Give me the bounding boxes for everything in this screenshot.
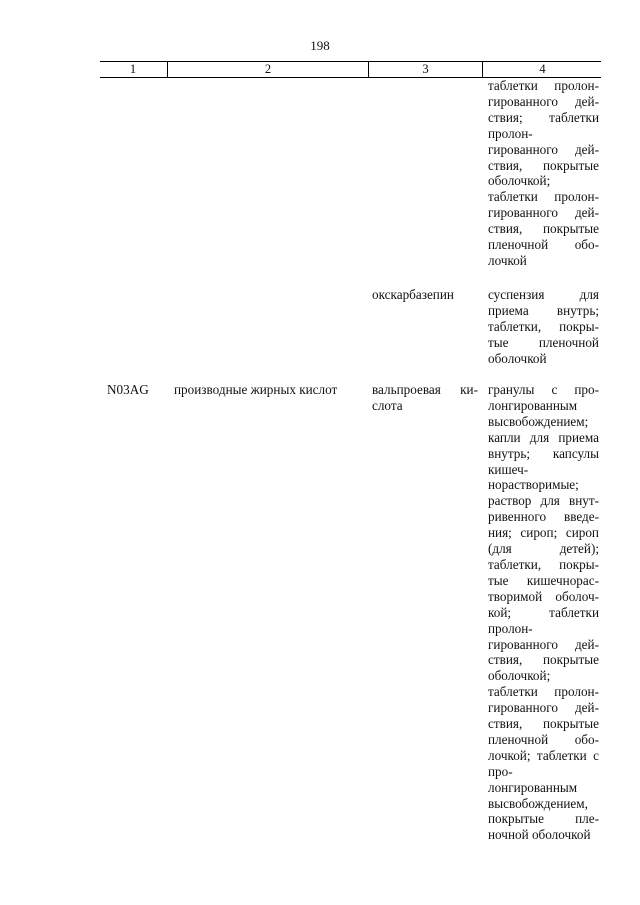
- page-number: 198: [310, 38, 330, 53]
- header-col-1: 1: [129, 62, 137, 76]
- dosage-forms-valproic-acid: гранулы с про-лонгированным высвобождением; капли для приема внутрь; капсулы кишеч-норастворимые; раствор для внут-ривенного введе-ния; сироп; сироп (для детей); таблетки, покры-тые кишечнорас-творимой оболоч-кой; таблетки пролон-гированного дей-ствия, покрытые оболочкой; таблетки пролон-гированного дей-ствия, покрытые пленочной обо-лочкой; таблетки с про-лонгированным высвобождением, покрытые пле-ночной оболочкой: [488, 382, 599, 843]
- atc-code-n03ag: N03AG: [107, 382, 149, 397]
- header-col-2: 2: [167, 62, 368, 77]
- dosage-forms-continued: таблетки пролон-гированного дей-ствия; таблетки пролон-гированного дей-ствия, покрытые оболочкой; таблетки пролон-гированного дей-ствия, покрытые пленочной обо-лочкой: [488, 78, 599, 268]
- header-col-4: 4: [482, 62, 602, 77]
- substance-oxcarbazepine: окскарбазепин: [372, 287, 454, 302]
- substance-valproic-acid: вальпроевая ки-слота: [372, 382, 478, 413]
- dosage-forms-oxcarbazepine: суспензия для приема внутрь; таблетки, покры-тые пленочной оболочкой: [488, 287, 599, 366]
- table-header-row: [100, 61, 601, 78]
- group-fatty-acid-derivatives: производные жирных кислот: [174, 382, 338, 397]
- header-col-3: 3: [368, 62, 482, 77]
